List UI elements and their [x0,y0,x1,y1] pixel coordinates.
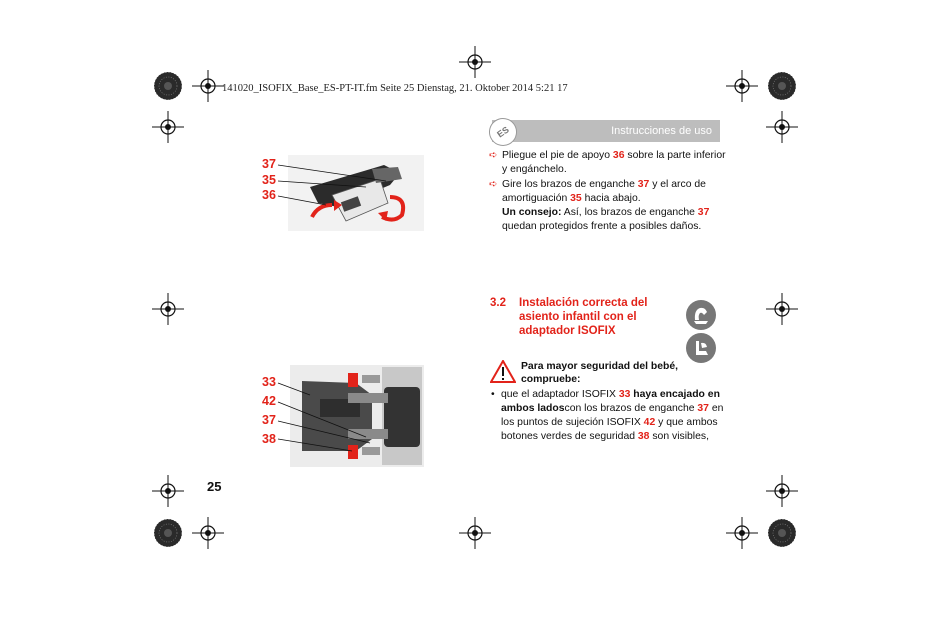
figure-top [262,155,424,231]
section-number: 3.2 [490,297,506,309]
text-run: Pliegue el pie de apoyo [502,150,613,161]
text-run: 37 [637,179,650,190]
text-run: en los puntos de sujeción ISOFIX [501,403,724,428]
section-banner [492,120,720,142]
figure-top-label-35: 35 [262,173,276,187]
text-run: Un consejo: [502,207,562,218]
step-2 [489,178,727,234]
text-run: quedan protegidos frente a posibles daños. [502,221,702,232]
text-run: y que ambos botones verdes de seguridad [501,417,718,442]
text-run: 35 [570,193,582,204]
figure-bottom-label-38: 38 [262,432,276,446]
figure-top-label-37: 37 [262,157,276,171]
text-run: 36 [612,150,625,161]
step-1 [489,149,727,177]
figure-bottom-label-42: 42 [262,394,276,408]
language-tab: ES [484,113,523,152]
banner-title: Instrucciones de uso [611,125,712,137]
step-2-tip [502,207,709,232]
child-seat-icon [686,300,716,330]
text-run: 37 [697,403,709,414]
text-run: son visibles, [649,431,709,442]
arrow-icon: ➪ [489,150,498,161]
figure-bottom [262,365,424,467]
bullet-text [501,388,727,444]
figure-bottom-illustration [262,365,424,467]
text-run: Así, los brazos de enganche [561,207,698,218]
warning-icon [490,360,516,384]
bullet-symbol: • [491,389,495,400]
step-1-text [502,150,726,175]
text-run: Gire los brazos de enganche [502,179,638,190]
section-title: Instalación correcta del asiento infantil con el adaptador ISOFIX [519,297,648,337]
figure-bottom-label-33: 33 [262,375,276,389]
warning-line-1: Para mayor seguridad del bebé, [521,361,679,372]
text-run: sobre la parte inferior y engánchelo. [502,150,726,175]
warning-text [521,360,721,386]
step-2-text [502,179,706,204]
warning-line-2: compruebe: [521,374,581,385]
text-run: y el arco de amortiguación [502,179,706,204]
text-run: 33 [618,389,631,400]
text-run: 37 [697,207,710,218]
header-file-info: 141020_ISOFIX_Base_ES-PT-IT.fm Seite 25 Dienstag, 21. Oktober 2014 5:21 17 [222,83,568,94]
arrow-icon: ➪ [489,179,498,190]
text-run: 38 [637,431,650,442]
text-run: que el adaptador ISOFIX [501,389,619,400]
isofix-seat-icon [686,333,716,363]
text-run: haya encajado en ambos lados [501,389,720,414]
figure-top-illustration [262,155,424,231]
text-run: 42 [643,417,656,428]
page-number: 25 [207,479,222,494]
text-run: hacia abajo. [581,193,641,204]
figure-bottom-label-37: 37 [262,413,276,427]
text-run: con los brazos de enganche [564,403,698,414]
figure-top-label-36: 36 [262,188,276,202]
